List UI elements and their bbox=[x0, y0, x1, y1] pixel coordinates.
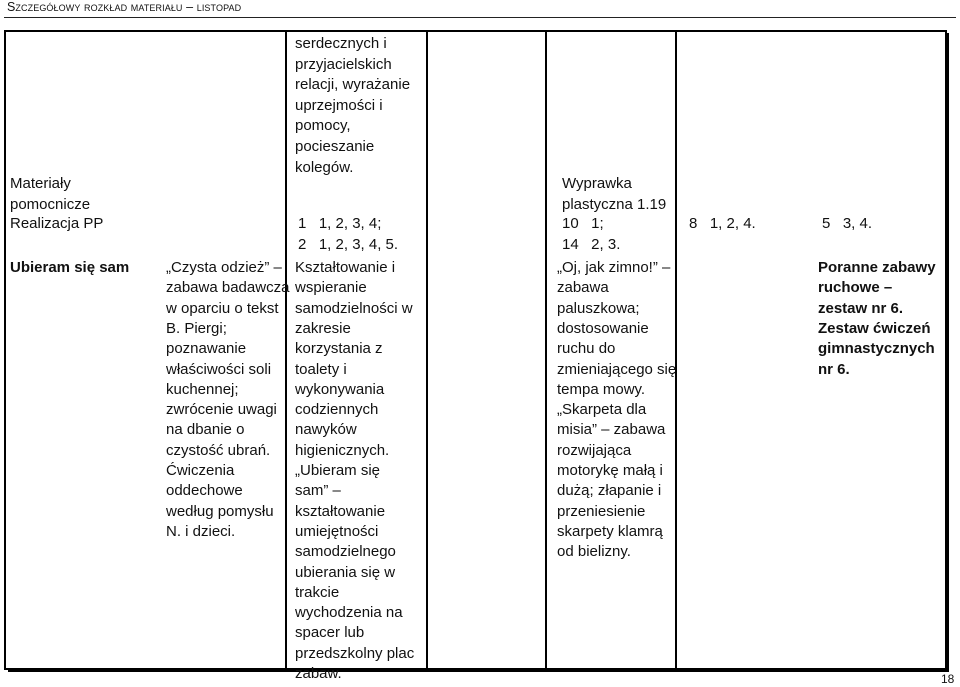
real-col3-line: 2 1, 2, 3, 4, 5. bbox=[298, 236, 399, 253]
main-col5-line: dużą; złapanie i bbox=[557, 482, 662, 500]
mat-col5-line: plastyczna 1.19 bbox=[562, 196, 667, 213]
main-col3-line: samodzielnego bbox=[295, 543, 396, 561]
main-col3-line: nawyków bbox=[295, 421, 357, 439]
mat-col5-line: Wyprawka bbox=[562, 175, 632, 192]
header-rule bbox=[4, 17, 956, 18]
main-col3-line: toalety i bbox=[295, 360, 347, 378]
prev-col3-line: pomocy, bbox=[295, 117, 351, 135]
main-col3-line: wykonywania bbox=[295, 380, 385, 398]
real-col5-line: 14 2, 3. bbox=[562, 236, 621, 253]
main-col3-line: „Ubieram się bbox=[295, 462, 381, 479]
main-col2-line: na dbanie o bbox=[166, 421, 245, 439]
main-col5-line: zmieniającego się bbox=[557, 360, 677, 378]
main-col3-line: zabaw. bbox=[295, 665, 342, 682]
prev-col3-line: kolegów. bbox=[295, 158, 354, 176]
main-col7-line: Zestaw ćwiczeń bbox=[818, 319, 931, 337]
main-col2-line: zabawa badawcza bbox=[166, 279, 290, 297]
lesson-table bbox=[4, 30, 947, 670]
col-divider-2 bbox=[426, 30, 428, 670]
main-col5-line: rozwijająca bbox=[557, 441, 632, 459]
main-col5-line: paluszkowa; bbox=[557, 299, 640, 317]
main-col2-line: B. Piergi; bbox=[166, 319, 227, 337]
main-col2-line: kuchennej; bbox=[166, 380, 239, 398]
main-col3-line: samodzielności w bbox=[295, 299, 413, 317]
main-col3-line: korzystania z bbox=[295, 340, 383, 358]
realizacja-label: Realizacja PP bbox=[10, 215, 104, 232]
main-col5-line: motorykę małą i bbox=[557, 462, 663, 479]
col-divider-1 bbox=[285, 30, 287, 670]
main-col5-line: „Skarpeta dla bbox=[557, 401, 647, 419]
main-col5-line: skarpety klamrą bbox=[557, 522, 663, 540]
main-col5-line: zabawa bbox=[557, 279, 609, 297]
main-col3-line: Kształtowanie i bbox=[295, 259, 396, 276]
main-col2-line: czystość ubrań. bbox=[166, 441, 271, 459]
table-border-bottom bbox=[8, 670, 949, 672]
col-divider-3 bbox=[545, 30, 547, 670]
main-col5-line: tempa mowy. bbox=[557, 380, 646, 398]
main-col2-line: poznawanie bbox=[166, 340, 247, 358]
realizacja-col6: 8 1, 2, 4. bbox=[689, 215, 756, 232]
main-col2-line: N. i dzieci. bbox=[166, 522, 236, 540]
main-col5-line: ruchu do bbox=[557, 340, 616, 358]
main-col2-line: Ćwiczenia bbox=[166, 462, 235, 479]
main-col3-line: przedszkolny plac bbox=[295, 644, 415, 662]
main-col3-line: codziennych bbox=[295, 401, 379, 419]
mat-label-line: Materiały bbox=[10, 175, 71, 192]
main-col3-line: trakcie bbox=[295, 583, 340, 601]
real-col5-line: 10 1; bbox=[562, 215, 604, 232]
main-col5-line: przeniesienie bbox=[557, 502, 646, 520]
table-border-right bbox=[947, 33, 949, 672]
prev-col3-line: przyjacielskich bbox=[295, 55, 392, 73]
prev-col3-line: uprzejmości i bbox=[295, 96, 383, 114]
main-col7-line: gimnastycznych bbox=[818, 340, 935, 358]
topic-title: Ubieram się sam bbox=[10, 259, 130, 276]
mat-label-line: pomocnicze bbox=[10, 196, 91, 213]
main-col2-line: oddechowe bbox=[166, 482, 243, 500]
main-col3-line: wspieranie bbox=[295, 279, 367, 297]
main-col3-line: spacer lub bbox=[295, 624, 365, 642]
main-col7-line: ruchowe – bbox=[818, 279, 893, 297]
prev-col3-line: pocieszanie bbox=[295, 138, 375, 155]
page-number: 18 bbox=[941, 672, 955, 686]
main-col3-line: kształtowanie bbox=[295, 502, 386, 520]
prev-col3-line: serdecznych i bbox=[295, 35, 387, 52]
main-col2-line: „Czysta odzież” – bbox=[166, 259, 282, 276]
main-col2-line: według pomysłu bbox=[166, 502, 274, 520]
prev-col3-line: relacji, wyrażanie bbox=[295, 76, 411, 94]
realizacja-col7: 5 3, 4. bbox=[822, 215, 873, 232]
main-col3-line: ubierania się w bbox=[295, 563, 396, 581]
main-col5-line: dostosowanie bbox=[557, 319, 649, 337]
main-col7-line: zestaw nr 6. bbox=[818, 299, 904, 317]
real-col3-line: 1 1, 2, 3, 4; bbox=[298, 215, 382, 232]
main-col2-line: w oparciu o tekst bbox=[166, 299, 279, 317]
page-header: Szczegółowy rozkład materiału – listopad bbox=[7, 0, 242, 14]
main-col5-line: od bielizny. bbox=[557, 543, 631, 561]
main-col3-line: zakresie bbox=[295, 319, 351, 337]
col-divider-4 bbox=[675, 30, 677, 670]
main-col3-line: higienicznych. bbox=[295, 441, 390, 459]
main-col3-line: wychodzenia na bbox=[295, 604, 403, 622]
main-col2-line: właściwości soli bbox=[166, 360, 272, 378]
main-col7-line: nr 6. bbox=[818, 360, 850, 378]
main-col7-line: Poranne zabawy bbox=[818, 259, 936, 276]
main-col5-line: „Oj, jak zimno!” – bbox=[557, 259, 671, 276]
main-col5-line: misia” – zabawa bbox=[557, 421, 666, 439]
main-col2-line: zwrócenie uwagi bbox=[166, 401, 277, 419]
main-col3-line: umiejętności bbox=[295, 522, 379, 540]
main-col3-line: sam” – bbox=[295, 482, 341, 500]
